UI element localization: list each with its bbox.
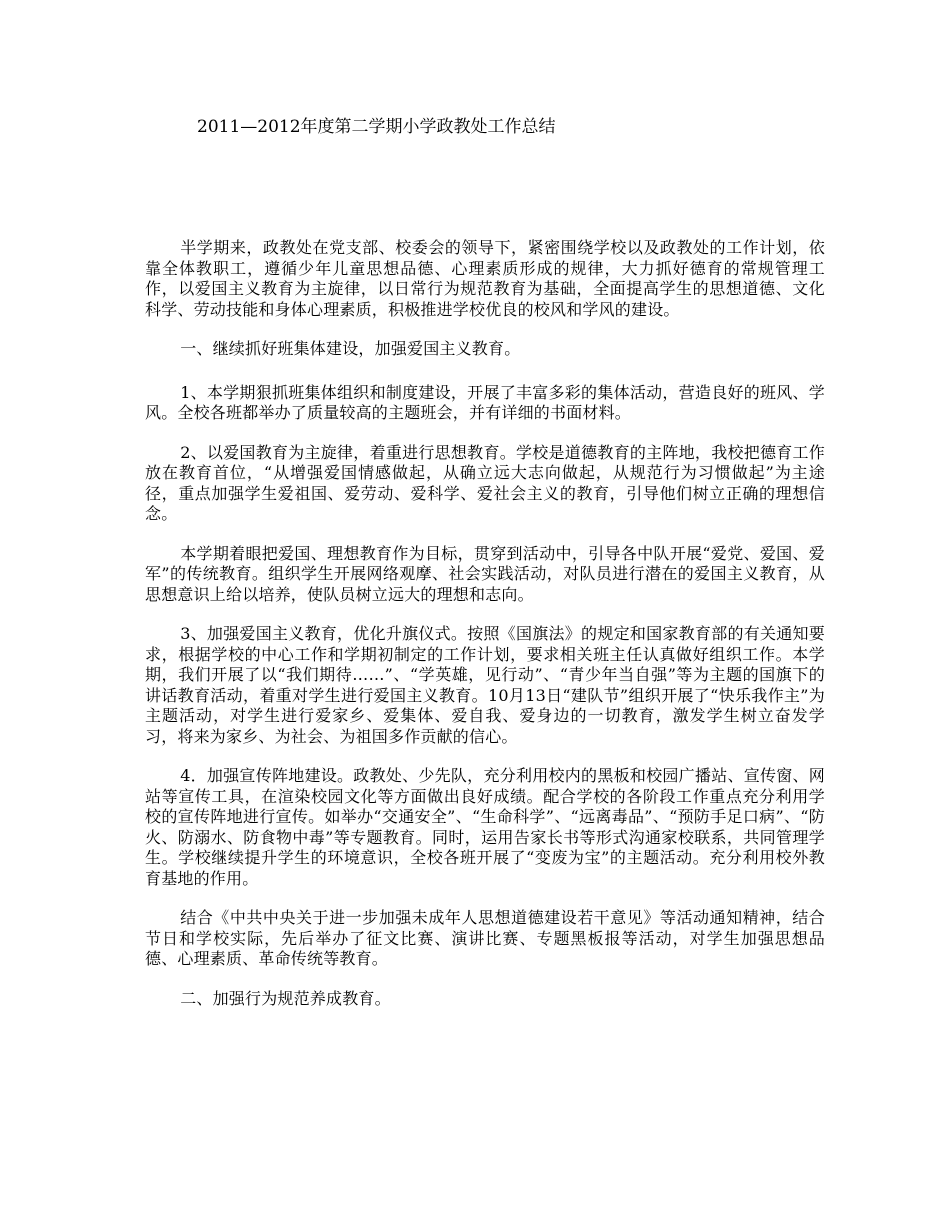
paragraph-item-4: 4．加强宣传阵地建设。政教处、少先队，充分利用校内的黑板和校园广播站、宣传窗、网站等宣传工具，在渲染校园文化等方面做出良好成绩。配合学校的各阶段工作重点充分利用学校的宣传阵地进行宣传。如举办“交通安全”、“生命科学”、“远离毒品”、“预防手足口病”、“防火、防溺水、防食物中毒”等专题教育。同时，运用告家长书等形式沟通家校联系，共同管理学生。学校继续提升学生的环境意识，全校各班开展了“变废为宝”的主题活动。充分利用校外教育基地的作用。 <box>145 766 825 888</box>
section-heading-2: 二、加强行为规范养成教育。 <box>180 988 391 1008</box>
paragraph-item-3: 3、加强爱国主义教育，优化升旗仪式。按照《国旗法》的规定和国家教育部的有关通知要求，根据学校的中心工作和学期初制定的工作计划，要求相关班主任认真做好组织工作。本学期，我们开展了以“我们期待……”、“学英雄，见行动”、“青少年当自强”等为主题的国旗下的讲话教育活动，着重对学生进行爱国主义教育。10月13日“建队节”组织开展了“快乐我作主”为主题活动，对学生进行爱家乡、爱集体、爱自我、爱身边的一切教育，激发学生树立奋发学习，将来为家乡、为社会、为祖国多作贡献的信心。 <box>145 624 825 746</box>
paragraph-item-2: 2、以爱国教育为主旋律，着重进行思想教育。学校是道德教育的主阵地，我校把德育工作放在教育首位，“从增强爱国情感做起，从确立远大志向做起，从规范行为习惯做起”为主途径，重点加强学生爱祖国、爱劳动、爱科学、爱社会主义的教育，引导他们树立正确的理想信念。 <box>145 442 825 523</box>
paragraph-moral-construction: 结合《中共中央关于进一步加强未成年人思想道德建设若干意见》等活动通知精神，结合节日和学校实际，先后举办了征文比赛、演讲比赛、专题黑板报等活动，对学生加强思想品德、心理素质、革命传统等教育。 <box>145 908 825 968</box>
paragraph-item-1: 1、本学期狠抓班集体组织和制度建设，开展了丰富多彩的集体活动，营造良好的班风、学风。全校各班都举办了质量较高的主题班会，并有详细的书面材料。 <box>145 382 825 422</box>
section-heading-1: 一、继续抓好班集体建设，加强爱国主义教育。 <box>180 339 521 358</box>
paragraph-patriotic-education: 本学期着眼把爱国、理想教育作为目标，贯穿到活动中，引导各中队开展“爱党、爱国、爱军”的传统教育。组织学生开展网络观摩、社会实践活动，对队员进行潜在的爱国主义教育，从思想意识上给以培养，使队员树立远大的理想和志向。 <box>145 543 825 604</box>
document-title: 2011—2012年度第二学期小学政教处工作总结 <box>197 117 556 137</box>
document-body <box>145 238 825 1032</box>
intro-paragraph: 半学期来，政教处在党支部、校委会的领导下，紧密围绕学校以及政教处的工作计划，依靠全体教职工，遵循少年儿童思想品德、心理素质形成的规律，大力抓好德育的常规管理工作，以爱国主义教育为主旋律，以日常行为规范教育为基础，全面提高学生的思想道德、文化科学、劳动技能和身体心理素质，积极推进学校优良的校风和学风的建设。 <box>145 238 825 319</box>
